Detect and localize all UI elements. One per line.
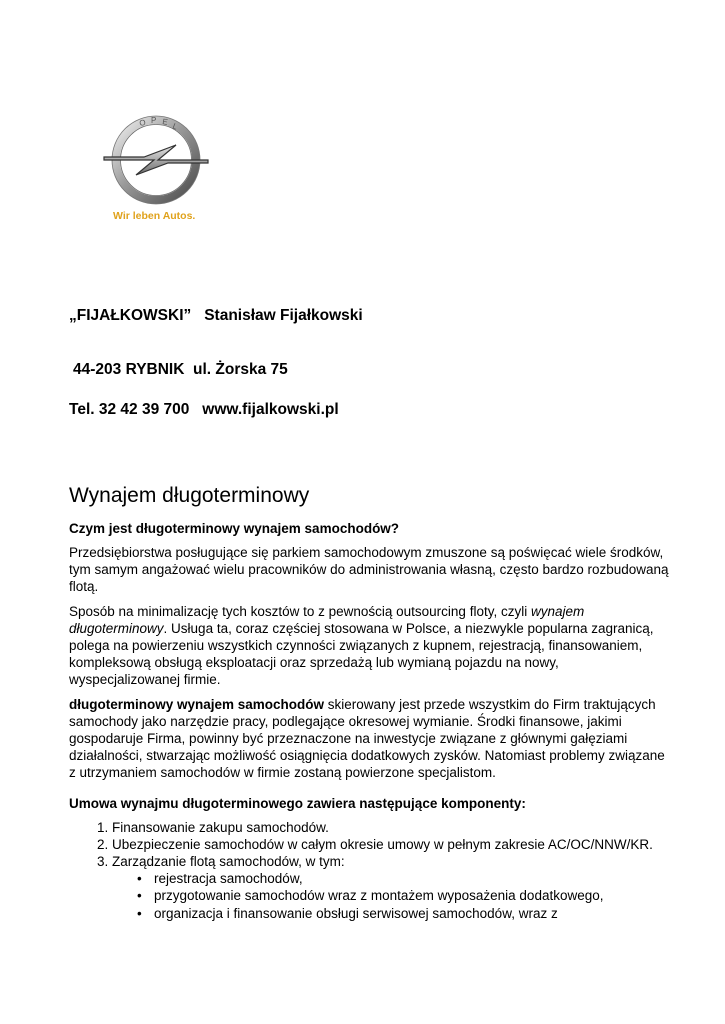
svg-text:O: O bbox=[138, 117, 147, 128]
company-contact: Tel. 32 42 39 700 www.fijalkowski.pl bbox=[69, 401, 339, 418]
list-item: 2. Ubezpieczenie samochodów w całym okresie umowy w pełnym zakresie AC/OC/NNW/KR. bbox=[112, 836, 669, 853]
paragraph-2-start: Sposób na minimalizację tych kosztów to z pewnością outsourcing floty, czyli bbox=[69, 603, 531, 619]
paragraph-2-end: . Usługa ta, coraz częściej stosowana w Polsce, a niezwykle popularna zagranicą, polega na powierzeniu wszystkich czynności związanych z kupnem, rejestracją, finansowaniem, kompleksową obsługą eksploatacji oraz sprzedażą lub wymianą pojazdu na nowy, wyspecjalizowanej firmie. bbox=[69, 620, 654, 688]
paragraph-2 bbox=[69, 603, 669, 689]
fleet-management-list bbox=[112, 870, 669, 922]
paragraph-3-rest: skierowany jest przede wszystkim do Firm traktujących samochody jako narzędzie pracy, podlegające okresowej wymianie. Środki finansowe, jakimi gospodaruje Firma, powinny być przeznaczone na inwestycje związane z głównymi gałęziami działalności, stwarzając możliwość osiągnięcia dodatkowych zysków. Natomiast problemy związane z utrzymaniem samochodów w firmie zostaną powierzone specjalistom. bbox=[69, 696, 665, 781]
article-subtitle: Czym jest długoterminowy wynajem samochodów? bbox=[69, 521, 400, 536]
paragraph-3-strong: długoterminowy wynajem samochodów bbox=[69, 696, 325, 712]
list-item: • przygotowanie samochodów wraz z montażem wyposażenia dodatkowego, bbox=[154, 887, 669, 904]
svg-text:E: E bbox=[161, 117, 169, 127]
list-item: • rejestracja samochodów, bbox=[154, 870, 669, 887]
list-item bbox=[112, 853, 669, 922]
brand-tagline: Wir leben Autos. bbox=[113, 210, 196, 222]
components-heading: Umowa wynajmu długoterminowego zawiera następujące komponenty: bbox=[69, 795, 526, 811]
list-item: 1. Finansowanie zakupu samochodów. bbox=[112, 819, 669, 836]
components-list bbox=[69, 819, 669, 922]
paragraph-2-emphasis: wynajem długoterminowy bbox=[69, 603, 585, 636]
list-item-label: Zarządzanie flotą samochodów, w tym: bbox=[112, 854, 345, 870]
svg-text:P: P bbox=[151, 116, 157, 125]
svg-text:L: L bbox=[171, 121, 179, 132]
company-address: 44-203 RYBNIK ul. Żorska 75 bbox=[73, 361, 288, 378]
paragraph-3 bbox=[69, 696, 669, 782]
article-title: Wynajem długoterminowy bbox=[69, 484, 310, 507]
company-name: „FIJAŁKOWSKI” Stanisław Fijałkowski bbox=[69, 307, 363, 324]
list-item: • organizacja i finansowanie obsługi serwisowej samochodów, wraz z bbox=[154, 905, 669, 922]
article bbox=[69, 482, 669, 922]
paragraph-1: Przedsiębiorstwa posługujące się parkiem samochodowym zmuszone są poświęcać wiele środków, tym samym angażować wielu pracowników do administrowania własną, często bardzo rozbudowaną flotą. bbox=[69, 545, 669, 595]
